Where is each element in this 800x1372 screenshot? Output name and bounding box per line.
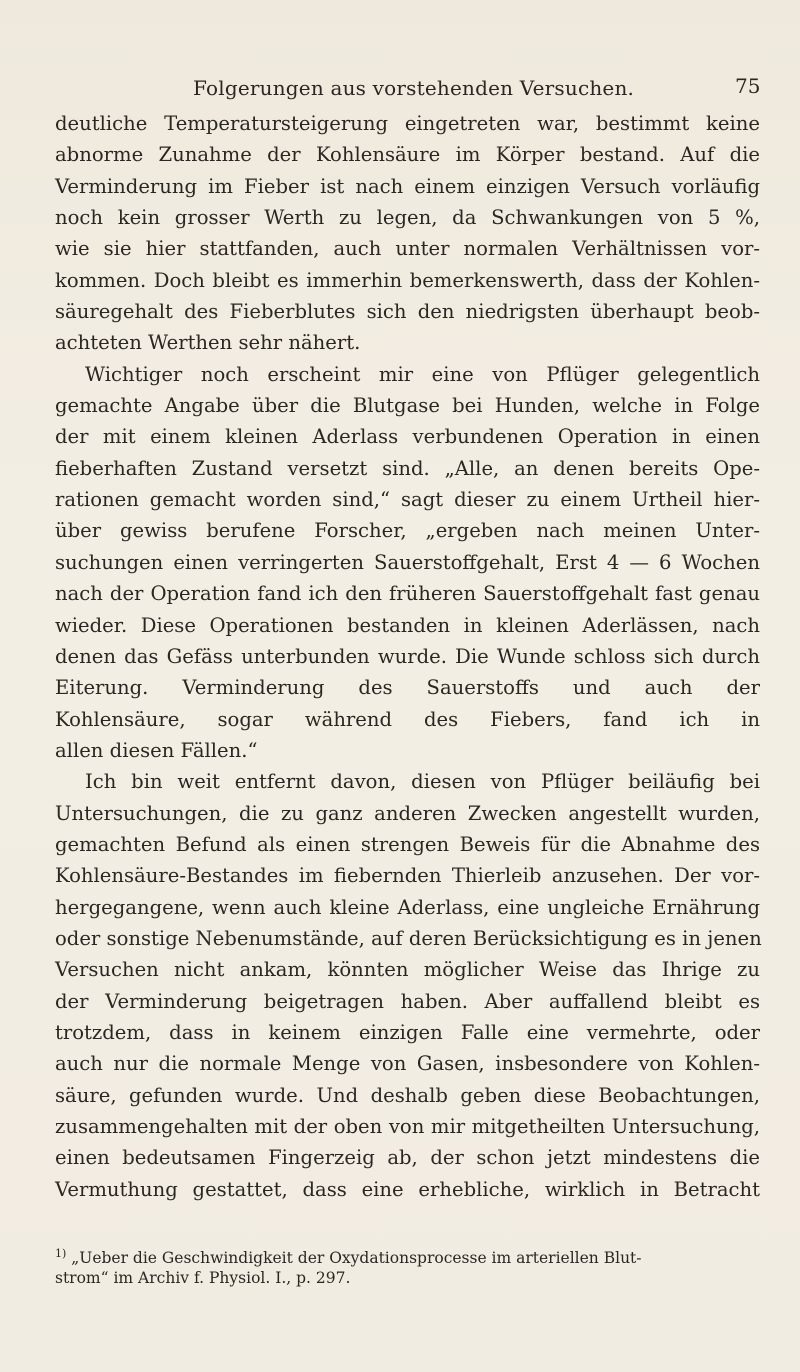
text-line: gemachten Befund als einen strengen Beweis für die Abnahme des — [55, 832, 760, 856]
text-line: Kohlensäure-Bestandes im fiebernden Thierleib anzusehen. Der vor- — [55, 864, 760, 888]
text-line: denen das Gefäss unterbunden wurde. Die Wunde schloss sich durch — [55, 644, 760, 668]
text-line: rationen gemacht worden sind,“ sagt dieser zu einem Urtheil hier- — [55, 488, 760, 512]
footnote-line — [55, 1242, 760, 1266]
text-line: hergegangene, wenn auch kleine Aderlass, eine ungleiche Ernährung — [55, 895, 760, 919]
footnote — [55, 1242, 760, 1290]
text-line: allen diesen Fällen.“ — [55, 738, 258, 762]
page-number: 75 — [735, 74, 761, 98]
footnote-line: strom“ im Archiv f. Physiol. I., p. 297. — [55, 1269, 351, 1287]
text-line: kommen. Doch bleibt es immerhin bemerkenswerth, dass der Kohlen- — [55, 268, 760, 292]
text-line: Untersuchungen, die zu ganz anderen Zwecken angestellt wurden, — [55, 801, 760, 825]
running-title: Folgerungen aus vorstehenden Versuchen. — [193, 76, 635, 100]
text-line: achteten Werthen sehr nähert. — [55, 331, 361, 355]
footnote-marker: 1) — [55, 1247, 67, 1260]
text-line: Eiterung. Verminderung des Sauerstoffs und auch der — [55, 676, 760, 700]
text-line: fieberhaften Zustand versetzt sind. „Alle, an denen bereits Ope- — [55, 456, 760, 480]
text-line: auch nur die normale Menge von Gasen, insbesondere von Kohlen- — [55, 1052, 760, 1076]
text-line: noch kein grosser Werth zu legen, da Schwankungen von 5 %, — [55, 206, 760, 230]
text-line: säure, gefunden wurde. Und deshalb geben diese Beobachtungen, — [55, 1083, 760, 1107]
footnote-text: „Ueber die Geschwindigkeit der Oxydationsprocesse im arteriellen Blut- — [71, 1249, 642, 1267]
text-line: Ich bin weit entfernt davon, diesen von Pflüger beiläufig bei — [85, 770, 760, 794]
text-line: der mit einem kleinen Aderlass verbundenen Operation in einen — [55, 425, 760, 449]
body-text — [55, 108, 760, 1205]
text-line: Vermuthung gestattet, dass eine erhebliche, wirklich in Betracht — [55, 1177, 760, 1201]
text-line: über gewiss berufene Forscher, „ergeben nach meinen Unter- — [55, 519, 760, 543]
text-line: abnorme Zunahme der Kohlensäure im Körper bestand. Auf die — [55, 143, 760, 167]
text-line: Versuchen nicht ankam, könnten möglicher Weise das Ihrige zu — [55, 958, 760, 982]
text-line: Kohlensäure, sogar während des Fiebers, fand ich in — [55, 707, 760, 731]
running-head — [0, 70, 800, 100]
text-line: der Verminderung beigetragen haben. Aber auffallend bleibt es — [55, 989, 760, 1013]
text-line: suchungen einen verringerten Sauerstoffgehalt, Erst 4 — 6 Wochen — [55, 550, 760, 574]
text-line: nach der Operation fand ich den früheren Sauerstoffgehalt fast genau — [55, 582, 760, 606]
text-line: oder sonstige Nebenumstände, auf deren Berücksichtigung es in jenen — [55, 926, 762, 950]
text-line: wie sie hier stattfanden, auch unter normalen Verhältnissen vor- — [55, 237, 760, 261]
text-line: trotzdem, dass in keinem einzigen Falle eine vermehrte, oder — [55, 1020, 760, 1044]
text-line: zusammengehalten mit der oben von mir mitgetheilten Untersuchung, — [55, 1115, 760, 1138]
text-line: gemachte Angabe über die Blutgase bei Hunden, welche in Folge — [55, 394, 760, 418]
text-line: wieder. Diese Operationen bestanden in kleinen Aderlässen, nach — [55, 613, 760, 637]
text-line: Verminderung im Fieber ist nach einem einzigen Versuch vorläufig — [55, 174, 760, 198]
text-line: einen bedeutsamen Fingerzeig ab, der schon jetzt mindestens die — [55, 1146, 760, 1170]
text-line: deutliche Temperatursteigerung eingetreten war, bestimmt keine — [55, 112, 760, 135]
text-line: Wichtiger noch erscheint mir eine von Pflüger gelegentlich — [85, 362, 760, 386]
text-line: säuregehalt des Fieberblutes sich den niedrigsten überhaupt beob- — [55, 300, 760, 324]
